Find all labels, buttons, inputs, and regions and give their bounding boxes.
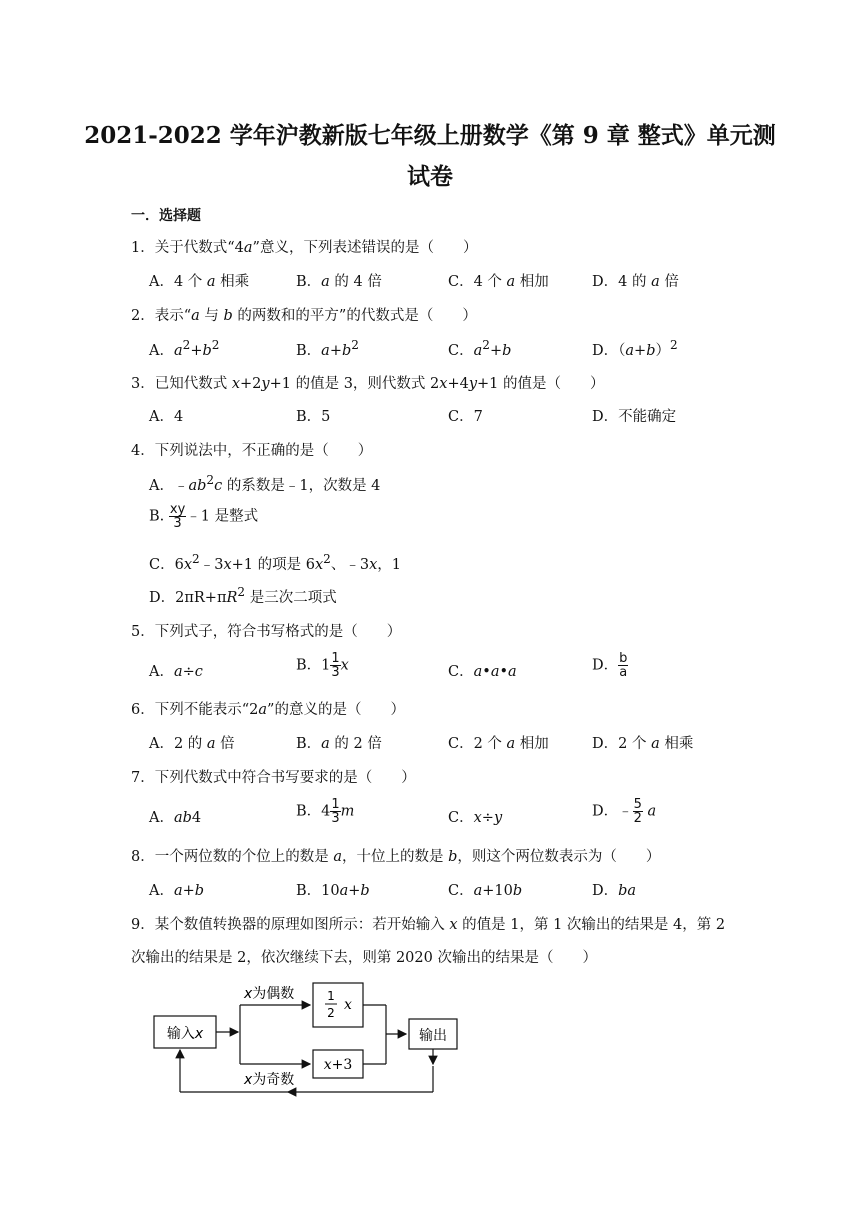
q2-option-d: D．$(a+b)^2$ [592,338,678,359]
q7-option-c: C．x÷y [448,810,503,826]
q5-option-c: C．a•a•a [448,664,517,680]
q4-option-d: D．$2\pi R+\pi R^2$ 是三次二项式 [149,585,337,606]
q8-option-c: C．a+10b [448,883,523,899]
page-title-line1: 2021-2022 学年沪教新版七年级上册数学《第 9 章 整式》单元测 [84,122,776,149]
q8-option-b: B．10a+b [296,883,370,899]
svg-text:x+3: x+3 [323,1057,353,1073]
question-6: 6．下列不能表示“2a”的意义的是（ ） [131,702,405,718]
question-9-line2: 次输出的结果是 2，依次继续下去，则第 2020 次输出的结果是（ ） [131,950,597,966]
q6-option-b: B．a 的 2 倍 [296,736,382,752]
page-title-line2: 试卷 [407,163,453,190]
q6-option-a: A．2 的 a 倍 [149,736,235,752]
q1-option-c: C．4 个 a 相加 [448,274,549,290]
q1-option-a: A．4 个 a 相乘 [149,274,250,290]
q2-option-a: A．$a^2+b^2$ [149,338,220,359]
svg-text:2: 2 [327,1006,335,1020]
question-8: 8．一个两位数的个位上的数是 a，十位上的数是 b，则这个两位数表示为（ ） [131,849,661,865]
odd-condition-label: x为奇数 [244,1072,295,1088]
q7-option-d: D．﹣ $\frac{5}{2}$ a [592,797,657,826]
svg-text:x: x [344,997,352,1013]
question-4: 4．下列说法中，不正确的是（ ） [131,443,373,459]
q4-option-b: B. $\frac{xy}{3}$ ﹣1 是整式 [149,502,259,531]
question-2: 2．表示“a 与 b 的两数和的平方”的代数式是（ ） [131,308,477,324]
q6-option-c: C．2 个 a 相加 [448,736,549,752]
even-condition-label: x为偶数 [244,986,295,1002]
question-9-line1: 9．某个数值转换器的原理如图所示：若开始输入 x 的值是 1，第 1 次输出的结果是 4，第 2 [131,917,726,933]
q1-option-d: D．4 的 a 倍 [592,274,679,290]
q4-option-a: A．$﹣ab^2c$ 的系数是﹣1，次数是 4 [149,473,381,494]
half-x-box [313,983,363,1027]
question-1: 1．关于代数式“4a”意义，下列表述错误的是（ ） [131,240,478,256]
question-3: 3．已知代数式 x+2y+1 的值是 3，则代数式 2x+4y+1 的值是（ ） [131,376,605,392]
q2-option-c: C．$a^2+b$ [448,338,512,359]
q5-option-a: A．a÷c [149,664,203,680]
q8-option-a: A．a+b [149,883,205,899]
converter-flow-diagram [148,978,468,1103]
q5-option-d: D． $\frac{b}{a}$ [592,651,628,680]
q3-option-b: B．5 [296,409,331,425]
svg-text:1: 1 [327,989,335,1003]
output-label: 输出 [419,1028,447,1044]
q7-option-b: B．4 $\frac{1}{3}$ m [296,797,355,826]
q4-option-c: C．$6x^2﹣3x+1$ 的项是 $6x^2$、﹣3x，1 [149,552,401,573]
q3-option-a: A．4 [149,409,184,425]
q8-option-d: D．ba [592,883,637,899]
question-5: 5．下列式子，符合书写格式的是（ ） [131,624,402,640]
input-label: 输入x [166,1026,204,1042]
q3-option-d: D．不能确定 [592,409,677,425]
section-heading: 一．选择题 [131,208,201,224]
question-7: 7．下列代数式中符合书写要求的是（ ） [131,770,416,786]
q3-option-c: C．7 [448,409,483,425]
q7-option-a: A．ab4 [149,810,202,826]
q2-option-b: B．$a+b^2$ [296,338,359,359]
q6-option-d: D．2 个 a 相乘 [592,736,694,752]
q5-option-b: B．1 $\frac{1}{3}$ x [296,651,349,680]
q1-option-b: B．a 的 4 倍 [296,274,382,290]
